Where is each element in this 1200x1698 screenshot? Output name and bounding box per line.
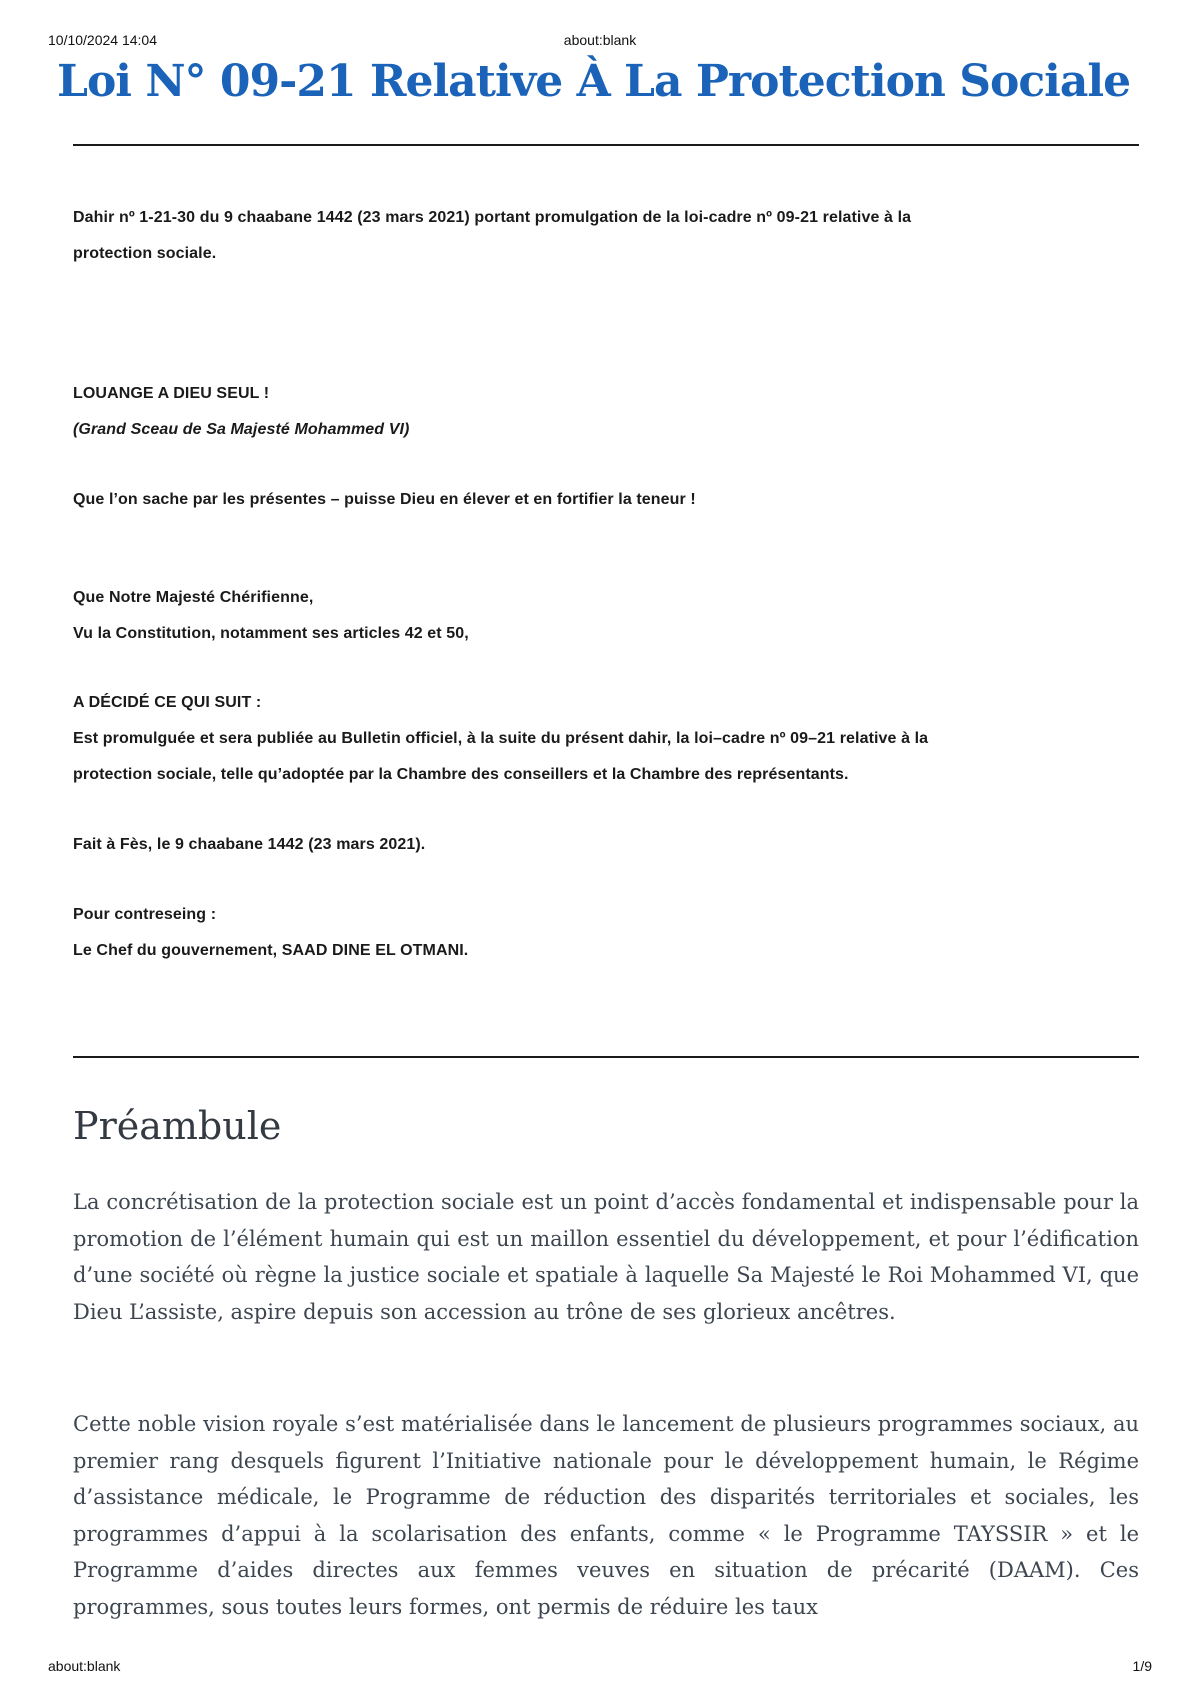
dahir-contreseing-block (73, 897, 1139, 969)
print-footer (0, 1658, 1200, 1678)
preambule-paragraph-2: Cette noble vision royale s’est matérialisée dans le lancement de plusieurs programmes sociaux, au premier rang desquels figurent l’Initiative nationale pour le développement humain, le Régime d’assistance médicale, le Programme de réduction des disparités territoriales et sociales, les programmes d’appui à la scolarisation des enfants, comme « le Programme TAYSSIR » et le Programme d’aides directes aux femmes veuves en situation de précarité (DAAM). Ces programmes, sous toutes leurs formes, ont permis de réduire les taux (73, 1412, 1139, 1619)
dahir-sache-block (73, 482, 1139, 518)
dahir-louange: LOUANGE A DIEU SEUL ! (73, 385, 270, 402)
dahir-intro-line-2: protection sociale. (73, 245, 217, 262)
dahir-decide: A DÉCIDÉ CE QUI SUIT : (73, 694, 262, 711)
preambule-heading: Préambule (73, 1104, 282, 1148)
dahir-fait: Fait à Fès, le 9 chaabane 1442 (23 mars 2021). (73, 836, 426, 853)
print-footer-url: about:blank (48, 1658, 121, 1674)
dahir-louange-block (73, 376, 1139, 448)
document-title: Loi N° 09-21 Relative À La Protection Sociale (57, 56, 1131, 107)
dahir-fait-block (73, 827, 1139, 863)
preambule-paragraph-1: La concrétisation de la protection sociale est un point d’accès fondamental et indispensable pour la promotion de l’élément humain qui est un maillon essentiel du développement, et pour l’édification d’une société où règne la justice sociale et spatiale à laquelle Sa Majesté le Roi Mohammed VI, que Dieu L’assiste, aspire depuis son accession au trône de ses glorieux ancêtres. (73, 1190, 1139, 1324)
dahir-sache: Que l’on sache par les présentes – puisse Dieu en élever et en fortifier la teneur ! (73, 491, 696, 508)
dahir-promulgue-line-2: protection sociale, telle qu’adoptée par la Chambre des conseillers et la Chambre des représentants. (73, 766, 849, 783)
dahir-intro (73, 200, 1139, 272)
dahir-sceau: (Grand Sceau de Sa Majesté Mohammed VI) (73, 421, 410, 438)
dahir-intro-line-1: Dahir nº 1-21-30 du 9 chaabane 1442 (23 mars 2021) portant promulgation de la loi-cadre nº 09-21 relative à la (73, 209, 912, 226)
divider (73, 1056, 1139, 1058)
print-header (0, 32, 1200, 52)
dahir-contreseing: Pour contreseing : (73, 906, 217, 923)
page-number: 1/9 (1132, 1658, 1152, 1674)
dahir-promulgue-line-1: Est promulguée et sera publiée au Bulletin officiel, à la suite du présent dahir, la loi–cadre nº 09–21 relative à la (73, 730, 929, 747)
dahir-constitution: Vu la Constitution, notamment ses articles 42 et 50, (73, 625, 469, 642)
divider (73, 144, 1139, 146)
dahir-majeste-block (73, 580, 1139, 652)
print-header-url: about:blank (563, 32, 637, 48)
print-datetime: 10/10/2024 14:04 (48, 32, 157, 48)
dahir-decide-block (73, 685, 1139, 793)
dahir-chef: Le Chef du gouvernement, SAAD DINE EL OTMANI. (73, 942, 469, 959)
dahir-majeste: Que Notre Majesté Chérifienne, (73, 589, 314, 606)
